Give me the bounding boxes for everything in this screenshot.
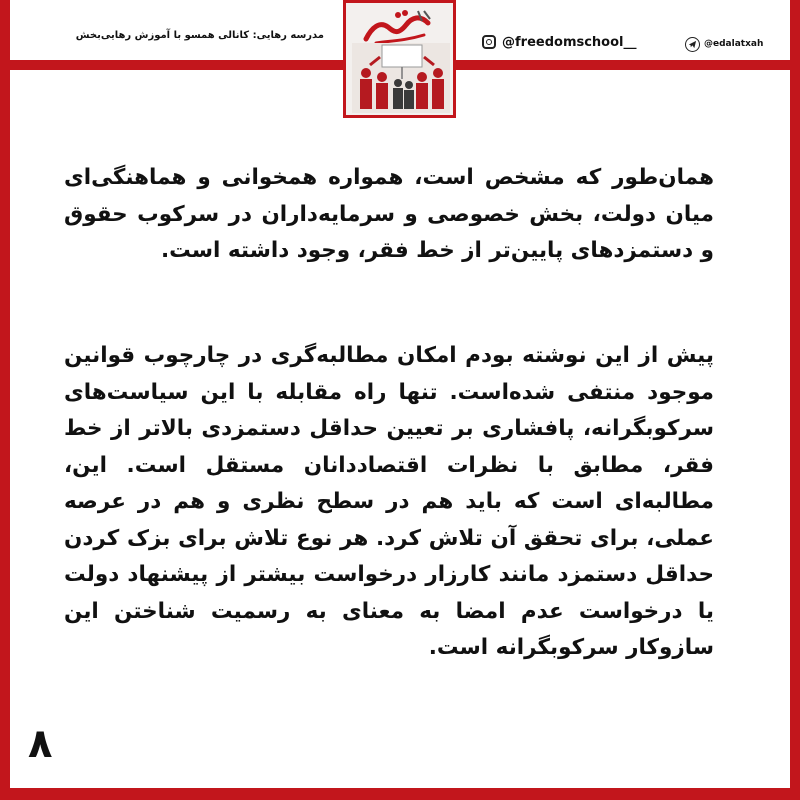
telegram-handle: @edalatxah bbox=[704, 39, 764, 49]
logo-figures-illustration bbox=[352, 43, 450, 113]
telegram-icon bbox=[685, 37, 700, 52]
paragraph-1: همان‌طور که مشخص است، همواره همخوانی و هماهنگی‌ای میان دولت، بخش خصوصی و سرمایه‌داران در سرکوب حقوق و دستمزدهای پایین‌تر از خط فقر، وجود داشته است. bbox=[64, 165, 714, 263]
header-red-bar-right bbox=[456, 60, 800, 70]
paragraph-2: پیش از این نوشته بودم امکان مطالبه‌گری در چارچوب قوانین موجود منتفی شده‌است. تنها راه مقابله با این سیاست‌های سرکوبگرانه، پافشاری بر تعیین حداقل دستمزدی بالاتر از خط فقر، مطابق با نظرات اقتصاددانان مستقل است. این، مطالبه‌ای است که باید هم در سطح نظری و هم در عرصه عملی، برای تحقق آن تلاش کرد. هر نوع تلاش برای بزک کردن حداقل دستمزد مانند کارزار درخواست بیشتر از پیشنهاد دولت یا درخواست عدم امضا به معنای به رسمیت شناختن این سازوکار سرکوبگرانه است. bbox=[64, 343, 714, 660]
logo bbox=[343, 0, 456, 118]
instagram-icon bbox=[482, 35, 496, 49]
school-title: مدرسه رهایی: کانالی همسو با آموزش رهایی‌بخش bbox=[75, 30, 324, 41]
page-number: ۸ bbox=[28, 721, 53, 767]
telegram-link[interactable] bbox=[685, 35, 763, 53]
instagram-handle: @freedomschool__ bbox=[502, 34, 637, 50]
instagram-link[interactable] bbox=[482, 30, 652, 54]
header-red-bar-left bbox=[0, 60, 343, 70]
